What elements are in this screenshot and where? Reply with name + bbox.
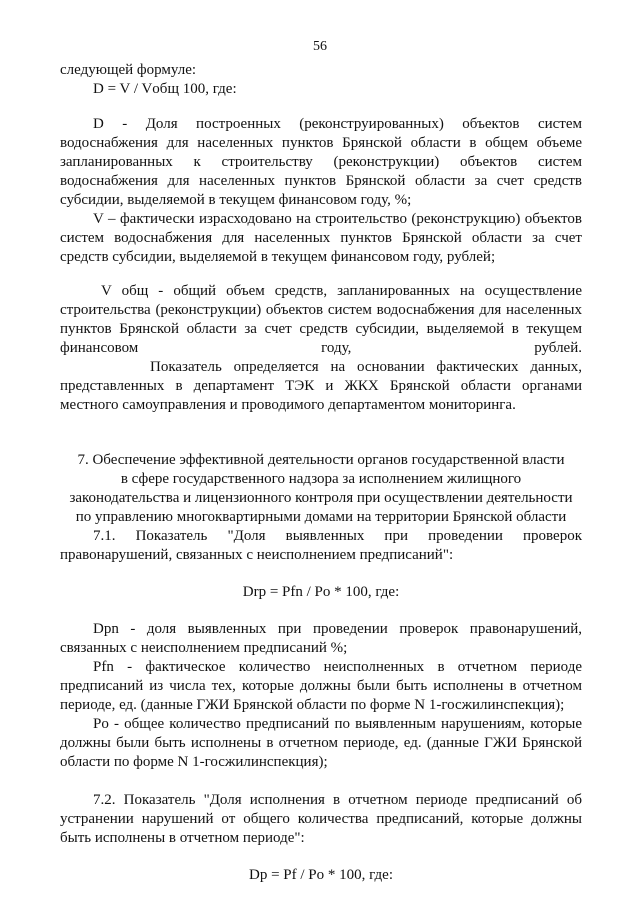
definition-vobsh-line: V общ - общий объем средств, запланированных на осуществление (101, 283, 582, 299)
intro-line: следующей формуле: (60, 62, 197, 78)
indicator-note-line: представленных в департамент ТЭК и ЖКХ Брянской области органами (60, 378, 582, 394)
definition-po-line: Po - общее количество предписаний по выявленным нарушениям, которые (93, 716, 582, 732)
paragraph-7-2-line: устранении нарушений от общего количества предписаний, которые должны (60, 811, 582, 827)
definition-po-line: должны были быть исполнены в отчетном периоде, ед. (данные ГЖИ Брянской (60, 735, 582, 751)
definition-d-line: D - Доля построенных (реконструированных) объектов систем (93, 116, 582, 132)
definition-v-line: систем водоснабжения для населенных пунктов Брянской области за счет (60, 230, 582, 246)
paragraph-7-1-line: 7.1. Показатель "Доля выявленных при проведении проверок (93, 528, 582, 544)
page-number: 56 (313, 39, 327, 54)
definition-v-line: V – фактически израсходовано на строительство (реконструкцию) объектов (93, 211, 582, 227)
section-7-heading: законодательства и лицензионного контроля при осуществлении деятельности (69, 490, 573, 506)
paragraph-7-2-line: быть исполнены в отчетном периоде": (60, 830, 305, 846)
definition-vobsh-line: пунктов Брянской области за счет средств субсидии, выделяемой в текущем (60, 321, 582, 337)
paragraph-7-1-line: правонарушений, связанных с неисполнением предписаний": (60, 547, 454, 563)
definition-po-line: области по форме N 1-госжилинспекция); (60, 754, 328, 770)
section-7-heading: в сфере государственного надзора за исполнением жилищного (120, 471, 522, 487)
definition-d-line: водоснабжения для населенных пунктов Брянской области в общем объеме (60, 135, 582, 151)
definition-pfn-line: предписаний из числа тех, которые должны были быть исполнены в отчетном (60, 678, 582, 694)
definition-d-line: запланированных к строительству (реконструкции) объектов систем (60, 154, 582, 170)
definition-pfn-line: периоде, ед. (данные ГЖИ Брянской области по форме N 1-госжилинспекция); (60, 697, 565, 713)
formula-dp: Dp = Pf / Po * 100, где: (248, 867, 393, 883)
definition-vobsh-line: строительства (реконструкции) объектов систем водоснабжения для населенных (60, 302, 582, 318)
paragraph-7-2-line: 7.2. Показатель "Доля исполнения в отчетном периоде предписаний об (93, 792, 582, 808)
indicator-note-line: местного самоуправления и проводимого департаментом мониторинга. (60, 397, 516, 413)
definition-d-line: субсидии, выделяемой в текущем финансовом году, %; (60, 192, 412, 208)
definition-dpn-line: связанных с неисполнением предписаний %; (60, 640, 348, 656)
definition-pfn-line: Pfn - фактическое количество неисполненных в отчетном периоде (93, 659, 582, 675)
definition-v-line: средств субсидии, выделяемой в текущем финансовом году, рублей; (60, 249, 496, 265)
formula-drp: Drp = Pfn / Po * 100, где: (242, 584, 400, 600)
definition-dpn-line: Dpn - доля выявленных при проведении проверок правонарушений, (93, 621, 582, 637)
definition-vobsh-line: финансовом году, рублей. (60, 340, 582, 356)
indicator-note-line: Показатель определяется на основании фактических данных, (150, 359, 582, 375)
section-7-heading: 7. Обеспечение эффективной деятельности органов государственной власти (77, 452, 565, 468)
section-7-heading: по управлению многоквартирными домами на территории Брянской области (75, 509, 567, 525)
definition-d-line: водоснабжения для населенных пунктов Брянской области за счет средств (60, 173, 582, 189)
formula-d: D = V / Vобщ 100, где: (93, 81, 237, 97)
